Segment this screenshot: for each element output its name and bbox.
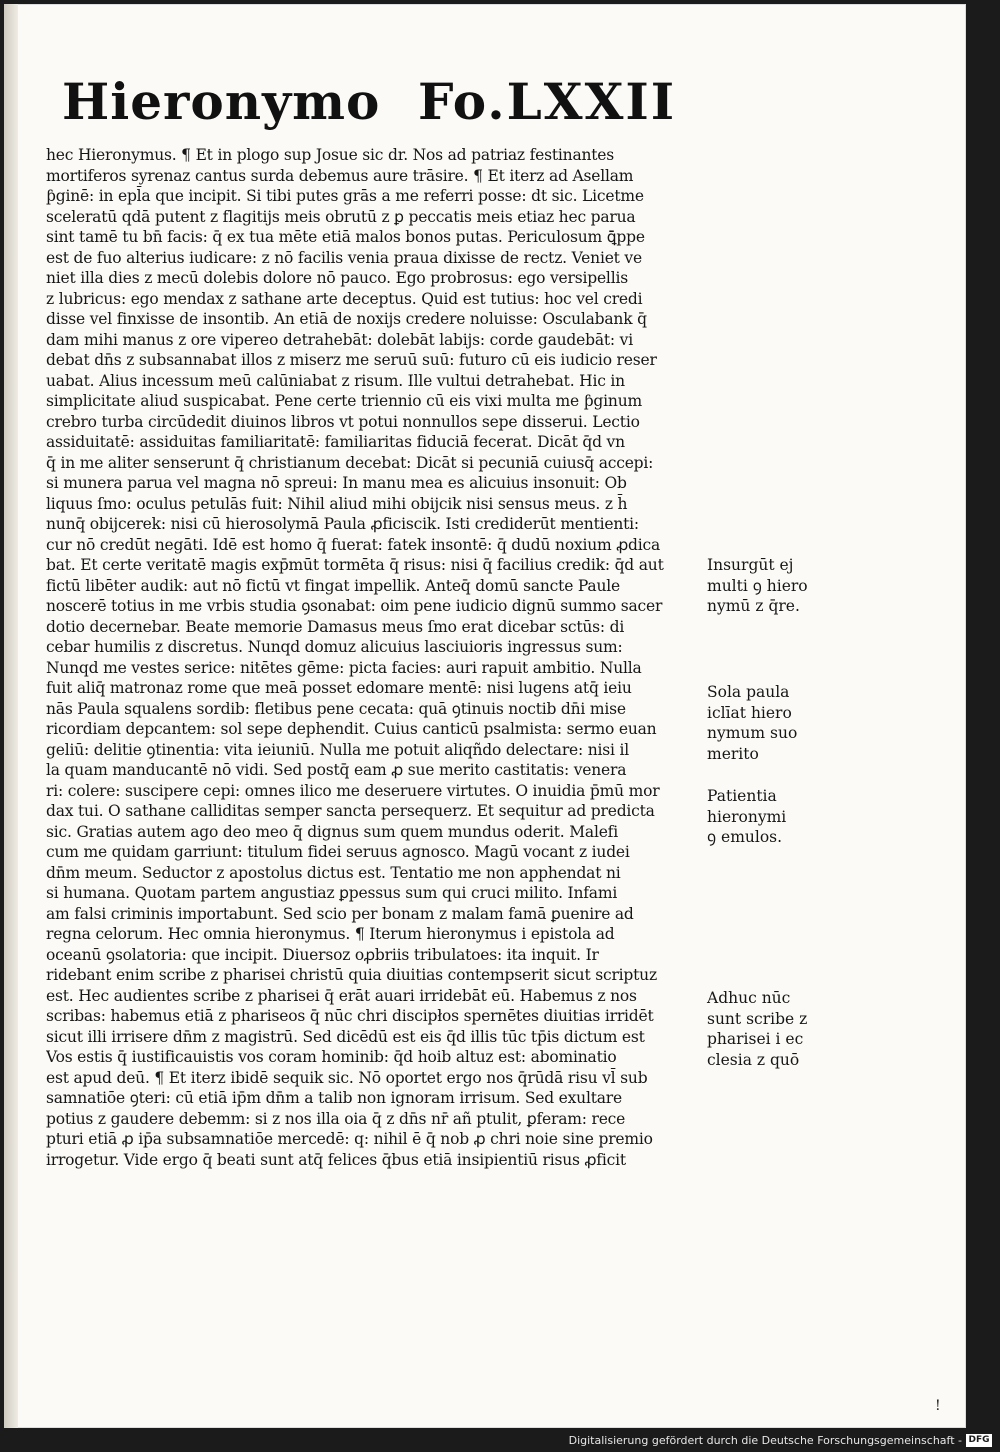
text-line: samnatiōe ꝯteri: cū etiā ip̄m dn̄m a talib non ignoram irrisum. Sed exultare [46, 1089, 622, 1107]
text-line: q̄ in me aliter senserunt q̄ christianum decebat: Dicāt si pecuniā cuiusq̄ accepi: [46, 453, 654, 472]
margin-note-line: sunt scribe z [707, 1009, 808, 1028]
text-line: regna celorum. Hec omnia hieronymus. ¶ Iterum hieronymus i epistola ad [46, 925, 615, 943]
text-line: si munera parua vel magna nō spreui: In manu mea es alicuius insonuit: Ob [46, 474, 627, 492]
text-line: sint tamē tu bn̄ facis: q̄ ex tua mēte etiā malos bonos putas. Periculosum ꝗ̄ppe [46, 228, 645, 246]
margin-note-line: pharisei i ec [707, 1030, 804, 1048]
text-line: sceleratū qdā putent z flagitijs meis obrutū z ꝑ peccatis meis etiaz hec parua [46, 207, 636, 226]
margin-note-line: multi ꝯ hiero [707, 576, 808, 595]
margin-note-line: ꝯ emulos. [707, 828, 783, 846]
text-line: nās Paula squalens sordib: fletibus pene cecata: quā ꝯtinuis noctib dn̄i mise [46, 699, 626, 718]
text-line: fictū libēter audik: aut nō fictū vt fingat impellik. Anteq̄ domū sancte Paule [46, 576, 620, 595]
text-line: ƥginē: in epl̄a que incipit. Si tibi putes grās a me referri posse: dt sic. Licetme [46, 187, 644, 205]
text-line: cur nō credūt negāti. Idē est homo q̄ fuerat: fatek insontē: q̄ dudū noxium ꝓdica [46, 535, 661, 554]
margin-note-insurgunt [707, 555, 817, 617]
text-line: sicut illi irrisere dn̄m z magistrū. Sed dicēdū est eis q̄d illis tūc tp̄is dictum est [46, 1027, 645, 1046]
margin-note-line: Adhuc nūc [707, 989, 791, 1007]
text-line: fuit aliq̄ matronaz rome que meā posset edomare mentē: nisi lugens atq̄ ieiu [46, 679, 632, 697]
text-line: bat. Et certe veritatē magis exp̄mūt tormēta q̄ risus: nisi q̄ facilius credik: q̄d aut [46, 556, 664, 574]
text-line: geliū: delitie ꝯtinentia: vita ieiuniū. Nulla me potuit aliqñdo delectare: nisi il [46, 740, 630, 759]
text-line: irrogetur. Vide ergo q̄ beati sunt atq̄ felices q̄bus etiā insipientiū risus ꝓficit [46, 1150, 626, 1169]
footer-credit: Digitalisierung gefördert durch die Deutsche Forschungsgemeinschaft - [568, 1434, 962, 1447]
margin-note-sola-paula [707, 682, 817, 764]
margin-note-adhuc [707, 988, 817, 1070]
text-line: noscerē totius in me vrbis studia ꝯsonabat: oim pene iudicio dignū summo sacer [46, 597, 663, 615]
text-line: si humana. Quotam partem angustiaz ꝑpessus sum qui cruci milito. Infami [46, 884, 618, 902]
text-line: Vos estis q̄ iustificauistis vos coram hominib: q̄d hoib altuz est: abominatio [46, 1048, 617, 1066]
text-line: ridebant enim scribe z pharisei christū quia diuitias contempserit sicut scriptuz [46, 966, 657, 984]
page-gutter [4, 4, 18, 1428]
text-line: sic. Gratias autem ago deo meo q̄ dignus sum quem mundus oderit. Malefi [46, 822, 618, 841]
text-line: est apud deū. ¶ Et iterz ibidē sequik sic. Nō oportet ergo nos q̄rūdā risu vl̄ sub [46, 1068, 648, 1087]
text-line: dax tui. O sathane calliditas semper sancta persequerz. Et sequitur ad predicta [46, 802, 655, 820]
text-line: dotio decernebar. Beate memorie Damasus meus ſmo erat dicebar sctūs: di [46, 617, 625, 636]
margin-note-line: Insurgūt ej [707, 556, 794, 574]
dfg-logo: DFG [966, 1434, 992, 1447]
text-line: debat dn̄s z subsannabat illos z miserz me seruū suū: futuro cū eis iudicio reser [46, 351, 657, 369]
text-line: ricordiam depcantem: sol sepe dephendit. Cuius canticū psalmista: sermo euan [46, 720, 657, 738]
stray-mark: ! [935, 1398, 941, 1414]
text-line: simplicitate aliud suspicabat. Pene certe triennio cū eis vixi multa me ƥginum [46, 392, 642, 410]
text-line: liquus ſmo: oculus petulās fuit: Nihil aliud mihi obijcik nisi sensus meus. z h̄ [46, 494, 628, 513]
margin-note-patientia [707, 786, 817, 848]
text-line: scribas: habemus etiā z phariseos q̄ nūc chri discipłos spernētes diuitias irridēt [46, 1007, 654, 1025]
text-line: nunq̄ obijcerek: nisi cū hierosolymā Paula ꝓficiscik. Isti crediderūt mentienti: [46, 515, 639, 533]
text-line: pturi etiā ꝓ ip̄a subsamnatiōe mercedē: q: nihil ē q̄ nob ꝓ chri noie sine premio [46, 1130, 653, 1148]
margin-note-line: iclīat hiero [707, 703, 792, 722]
text-line: uabat. Alius incessum meū calūniabat z risum. Ille vultui detrahebat. Hic in [46, 371, 625, 390]
margin-note-line: Patientia [707, 787, 777, 805]
text-line: potius z gaudere debemm: si z nos illa oia q̄ z dn̄s nr̄ añ ptulit, ꝑferam: rece [46, 1109, 626, 1128]
text-line: la quam manducantē nō vidi. Sed postq̄ eam ꝓ sue merito castitatis: venera [46, 761, 627, 779]
margin-note-line: nymū z q̄re. [707, 597, 800, 615]
text-line: cebar humilis z discretus. Nunqd domuz alicuius lasciuioris ingressus sum: [46, 638, 623, 656]
text-line: hec Hieronymus. ¶ Et in plogo sup Josue sic dr. Nos ad patriaz festinantes [46, 146, 615, 164]
margin-note-line: merito [707, 744, 759, 763]
running-title: Hieronymo [62, 72, 381, 131]
text-line: am falsi criminis importabunt. Sed scio per bonam z malam famā ꝑuenire ad [46, 904, 634, 923]
text-line: dam mihi manus z ore vipereo detrahebāt: dolebāt labijs: corde gaudebāt: vi [46, 330, 633, 349]
margin-note-line: clesia z quō [707, 1050, 800, 1069]
text-line: disse vel finxisse de insontib. An etiā de noxijs credere noluisse: Osculabank q̄ [46, 310, 647, 328]
main-text-column [46, 145, 706, 1170]
page-header [62, 72, 677, 142]
margin-note-line: hieronymi [707, 807, 787, 826]
folio-number: Fo.LXXII [418, 72, 677, 131]
text-line: dn̄m meum. Seductor z apostolus dictus est. Tentatio me non apphendat ni [46, 863, 621, 882]
text-line: oceanū ꝯsolatoria: que incipit. Diuersoz oꝓbriis tribulatoes: ita inquit. Ir [46, 945, 599, 964]
text-line: crebro turba circūdedit diuinos libros vt potui nonnullos sepe disserui. Lectio [46, 412, 640, 431]
margin-note-line: Sola paula [707, 683, 790, 701]
text-line: ri: colere: suscipere cepi: omnes ilico me deseruere virtutes. O inuidia p̄mū mor [46, 781, 660, 800]
text-line: est. Hec audientes scribe z pharisei q̄ erāt auari irridebāt eū. Habemus z nos [46, 986, 637, 1005]
text-line: z lubricus: ego mendax z sathane arte deceptus. Quid est tutius: hoc vel credi [46, 289, 643, 308]
text-line: cum me quidam garriunt: titulum fidei seruus agnosco. Magū vocant z iudei [46, 843, 630, 861]
text-line: mortiferos syrenaz cantus surda debemus aure trāsire. ¶ Et iterz ad Asellam [46, 166, 634, 185]
margin-note-line: nymum suo [707, 724, 798, 742]
text-line: niet illa dies z mecū dolebis dolore nō pauco. Ego probrosus: ego versipellis [46, 269, 628, 287]
text-line: Nunqd me vestes serice: nitētes gēme: picta facies: auri rapuit ambitio. Nulla [46, 658, 642, 677]
text-line: assiduitatē: assiduitas familiaritatē: familiaritas fiduciā fecerat. Dicāt q̄d vn [46, 433, 625, 451]
text-line: est de fuo alterius iudicare: z nō facilis venia praua dixisse de rectz. Veniet ve [46, 248, 642, 267]
